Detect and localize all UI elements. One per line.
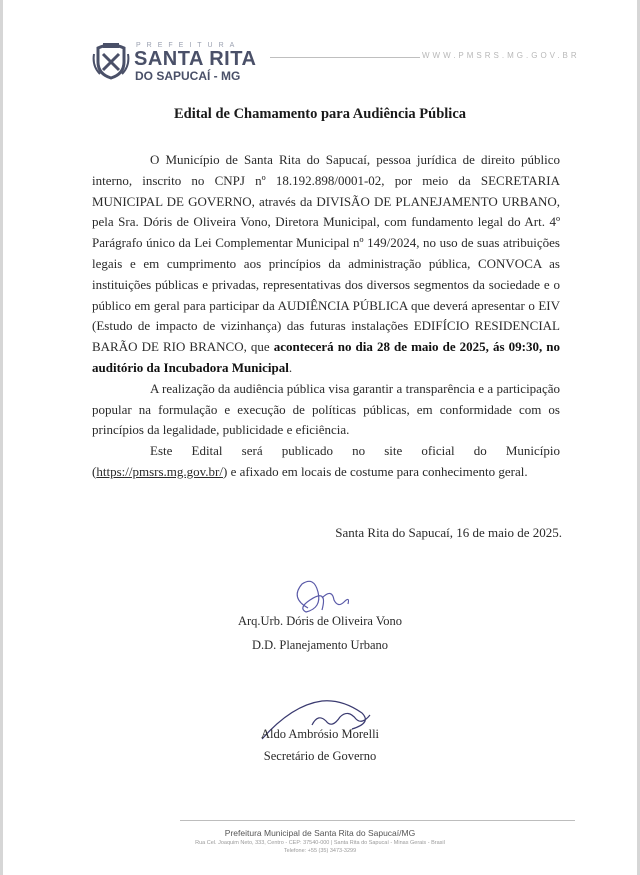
municipal-crest-icon — [92, 40, 130, 80]
footer-divider — [180, 820, 575, 821]
logo-prefeitura-text: PREFEITURA — [136, 42, 241, 49]
paragraph-convocation — [92, 150, 560, 379]
footer-phone: Telefone: +55 (35) 3473-3299 — [283, 848, 357, 854]
date-line: Santa Rita do Sapucaí, 16 de maio de 2025. — [335, 525, 562, 540]
logo-sapucai-text: DO SAPUCAÍ - MG — [135, 69, 241, 83]
paragraph-purpose: A realização da audiência pública visa garantir a transparência e a participação popular na formulação e execução de políticas públicas, em conformidade com os princípios da legalidade, publicidade e eficiência. — [92, 380, 560, 438]
paragraph-text: Este Edital será publicado no site oficial do Município ( — [92, 443, 560, 479]
paragraph-text: O Município de Santa Rita do Sapucaí, pessoa jurídica de direito público interno, inscrito no CNPJ nº 18.192.898/0001-02, por meio da SECRETARIA MUNICIPAL DE GOVERNO, através da DIVISÃO DE PLANEJAMENTO URBANO, pela Sra. Dóris de Oliveira Vono, Diretora Municipal, com fundamento legal do Art. 4º Parágrafo único da Lei Complementar Municipal nº 149/2024, no uso de suas atribuições legais e em cumprimento aos princípios da administração pública, CONVOCA as instituições públicas e privadas, representativas dos diversos segmentos da sociedade e o público em geral para participar da AUDIÊNCIA PÚBLICA que deverá apresentar o EIV (Estudo de impacto de vizinhança) das futuras instalações EDIFÍCIO RESIDENCIAL BARÃO DE RIO BRANCO, que — [92, 152, 560, 355]
document-title: Edital de Chamamento para Audiência Pública — [173, 106, 467, 122]
logo-santa-rita-text: SANTA RITA — [134, 48, 257, 70]
paragraph-end: . — [288, 359, 293, 375]
document-body — [92, 150, 560, 483]
letterhead — [92, 38, 592, 84]
paragraph-text: ) e afixado em locais de costume para conhecimento geral. — [222, 463, 528, 479]
footer-title: Prefeitura Municipal de Santa Rita do Sapucaí/MG — [224, 828, 416, 838]
page-edge-left — [0, 0, 3, 875]
paragraph-publication — [92, 441, 560, 483]
signatory-role: Secretário de Governo — [263, 749, 377, 763]
signatory-name: Aldo Ambrósio Morelli — [260, 727, 380, 741]
header-divider — [270, 57, 420, 58]
header-website: WWW.PMSRS.MG.GOV.BR — [422, 51, 580, 60]
signatory-role: D.D. Planejamento Urbano — [251, 638, 389, 652]
website-link[interactable]: https://pmsrs.mg.gov.br/ — [96, 463, 223, 479]
event-details: acontecerá no dia 28 de maio de 2025, ás 09:30, no auditório da Incubadora Municipal — [92, 339, 560, 375]
signatory-name: Arq.Urb. Dóris de Oliveira Vono — [237, 614, 403, 628]
footer-address: Rua Cel. Joaquim Neto, 333, Centro - CEP: 37540-000 | Santa Rita do Sapucaí - Minas Gerais - Brasil — [195, 840, 445, 846]
